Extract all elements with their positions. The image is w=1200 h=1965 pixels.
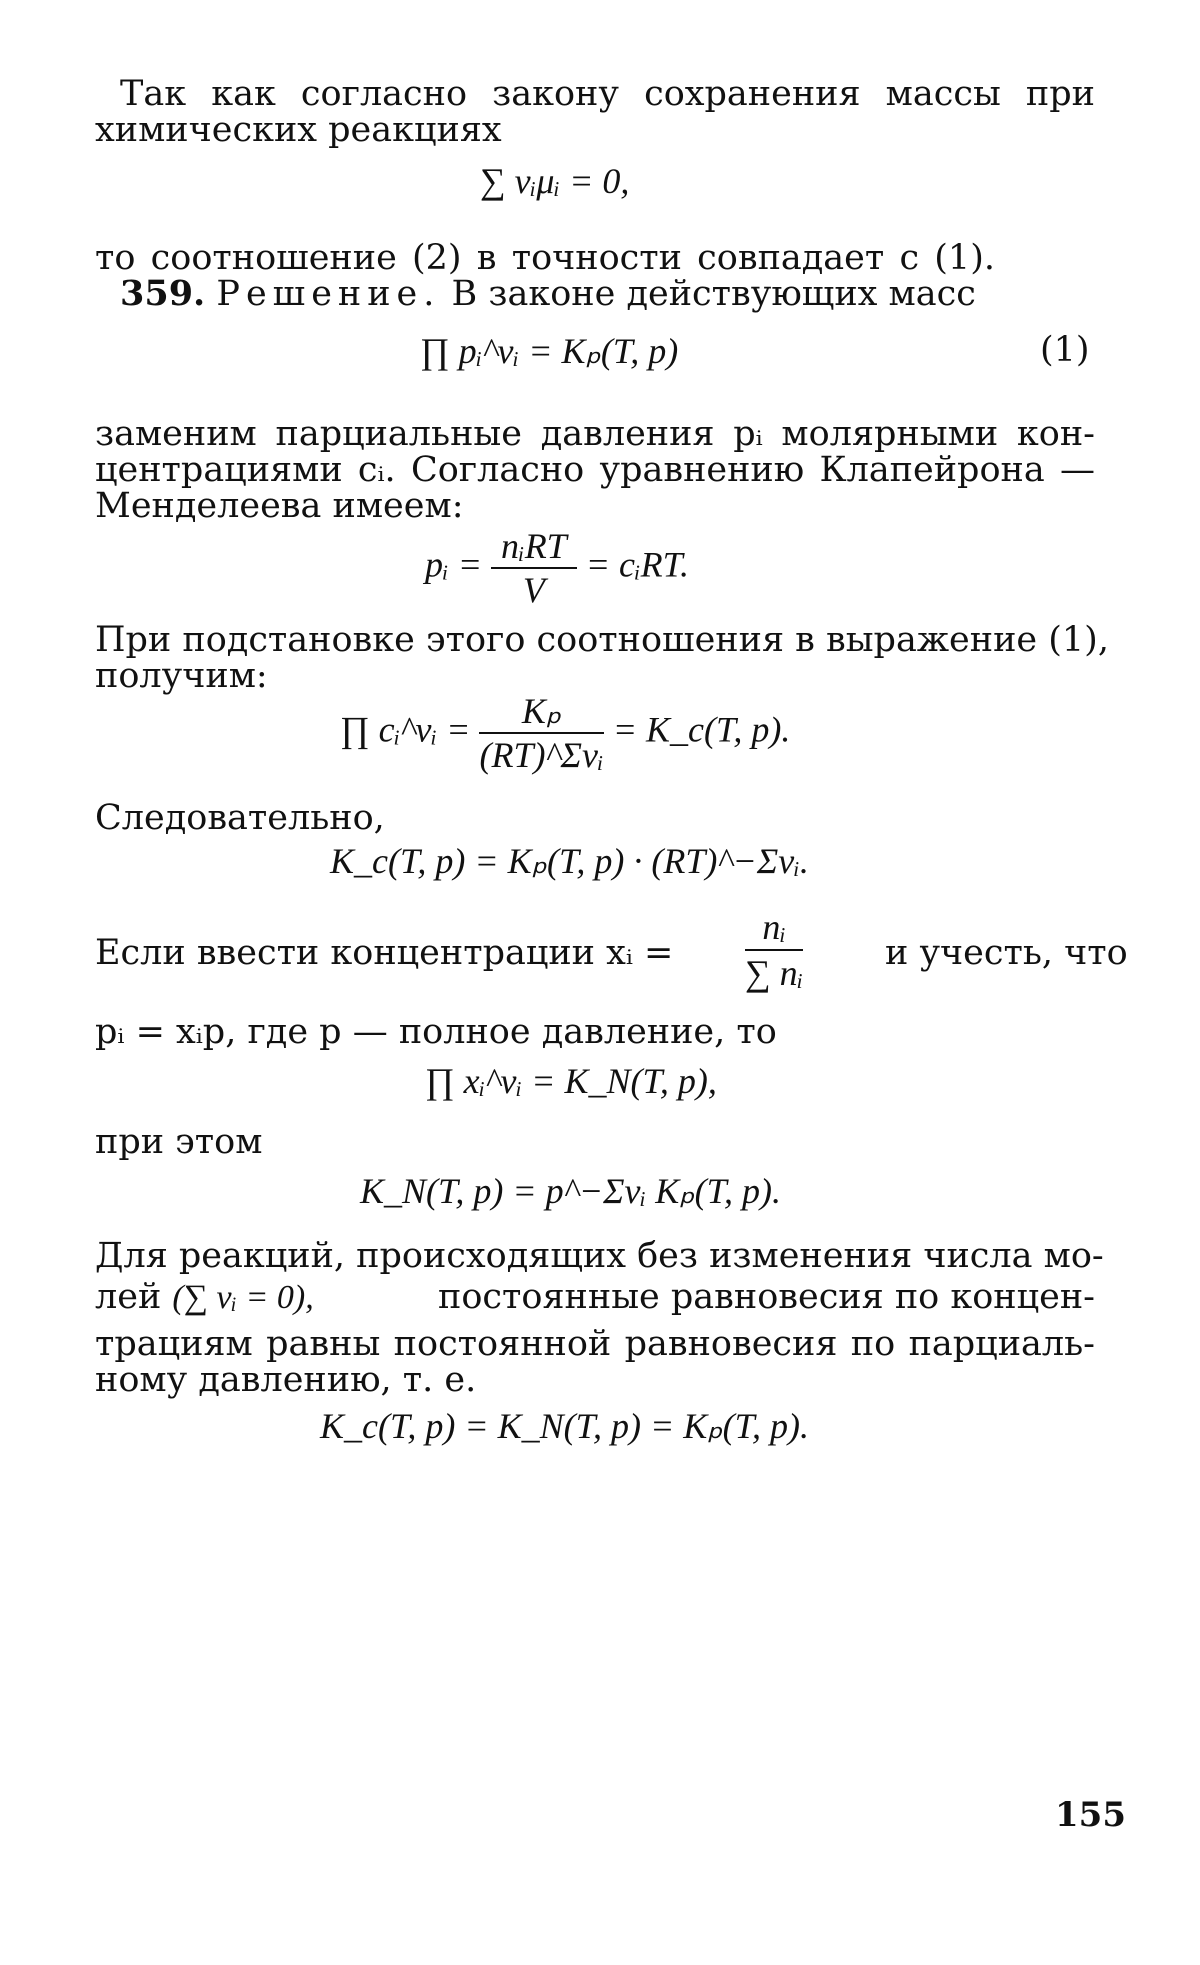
text-line: pᵢ = xᵢp, где p — полное давление, то [95, 1012, 777, 1052]
text-line: то соотношение (2) в точности совпадает с (1). [95, 238, 995, 278]
fraction-denominator: ∑ nᵢ [745, 953, 804, 993]
text-part: и учесть, что [885, 933, 1128, 973]
formula-sum-mass: ∑ νᵢμᵢ = 0, [480, 161, 630, 201]
text-line: при этом [95, 1122, 263, 1162]
inline-formula: (∑ νᵢ = 0), [172, 1279, 314, 1316]
fraction-numerator: Kₚ [479, 690, 603, 734]
problem-number: 359. [120, 273, 206, 314]
text-part: лей [95, 1277, 162, 1317]
fraction-denominator: V [522, 570, 545, 610]
formula-kn: ∏ xᵢ^νᵢ = K_N(T, p), [425, 1061, 717, 1101]
page-number: 155 [1055, 1795, 1126, 1835]
text-line: Следовательно, [95, 798, 385, 838]
formula-part: pᵢ = [425, 544, 482, 585]
text-line: химических реакциях [95, 110, 502, 150]
text-line-with-fraction [95, 905, 1128, 995]
solution-label: Решение. [216, 274, 441, 314]
text-line: центрациями cᵢ. Согласно уравнению Клапейрона — [95, 450, 1095, 490]
text-line-with-formula [95, 1275, 1095, 1320]
text-line: трациям равны постоянной равновесия по парциаль- [95, 1324, 1095, 1364]
text-line: Для реакций, происходящих без изменения числа мо- [95, 1236, 1104, 1276]
formula-part: = cᵢRT. [585, 544, 690, 585]
fraction-numerator: nᵢRT [491, 525, 577, 569]
text-part: постоянные равновесия по концен- [438, 1277, 1095, 1317]
formula-mass-action: ∏ pᵢ^νᵢ = Kₚ(T, p) [420, 331, 679, 371]
fraction [491, 525, 577, 611]
formula-final: K_c(T, p) = K_N(T, p) = Kₚ(T, p). [320, 1406, 810, 1446]
equation-number: (1) [1040, 330, 1090, 370]
formula-kn2: K_N(T, p) = p^−Σνᵢ Kₚ(T, p). [360, 1171, 781, 1211]
text-line: получим: [95, 656, 268, 696]
text-line: При подстановке этого соотношения в выражение (1), [95, 620, 1109, 660]
fraction-numerator: nᵢ [745, 905, 803, 951]
text-line: Так как согласно закону сохранения массы при [120, 74, 1095, 114]
formula-concentration [340, 690, 790, 776]
text-line: заменим парциальные давления pᵢ молярными кон- [95, 414, 1095, 454]
problem-heading [120, 272, 1120, 316]
formula-clapeyron [425, 525, 689, 611]
text-part: Если ввести концентрации xᵢ = [95, 933, 674, 973]
text-line: В законе действующих масс [451, 274, 976, 314]
text-line: ному давлению, т. е. [95, 1360, 477, 1400]
fraction [745, 905, 803, 995]
formula-kc: K_c(T, p) = Kₚ(T, p) · (RT)^−Σνᵢ. [330, 841, 809, 881]
formula-part: = K_c(T, p). [612, 709, 791, 750]
text-line: Менделеева имеем: [95, 486, 464, 526]
formula-part: ∏ cᵢ^νᵢ = [340, 709, 471, 750]
fraction [479, 690, 603, 776]
fraction-denominator: (RT)^Σνᵢ [479, 735, 604, 775]
